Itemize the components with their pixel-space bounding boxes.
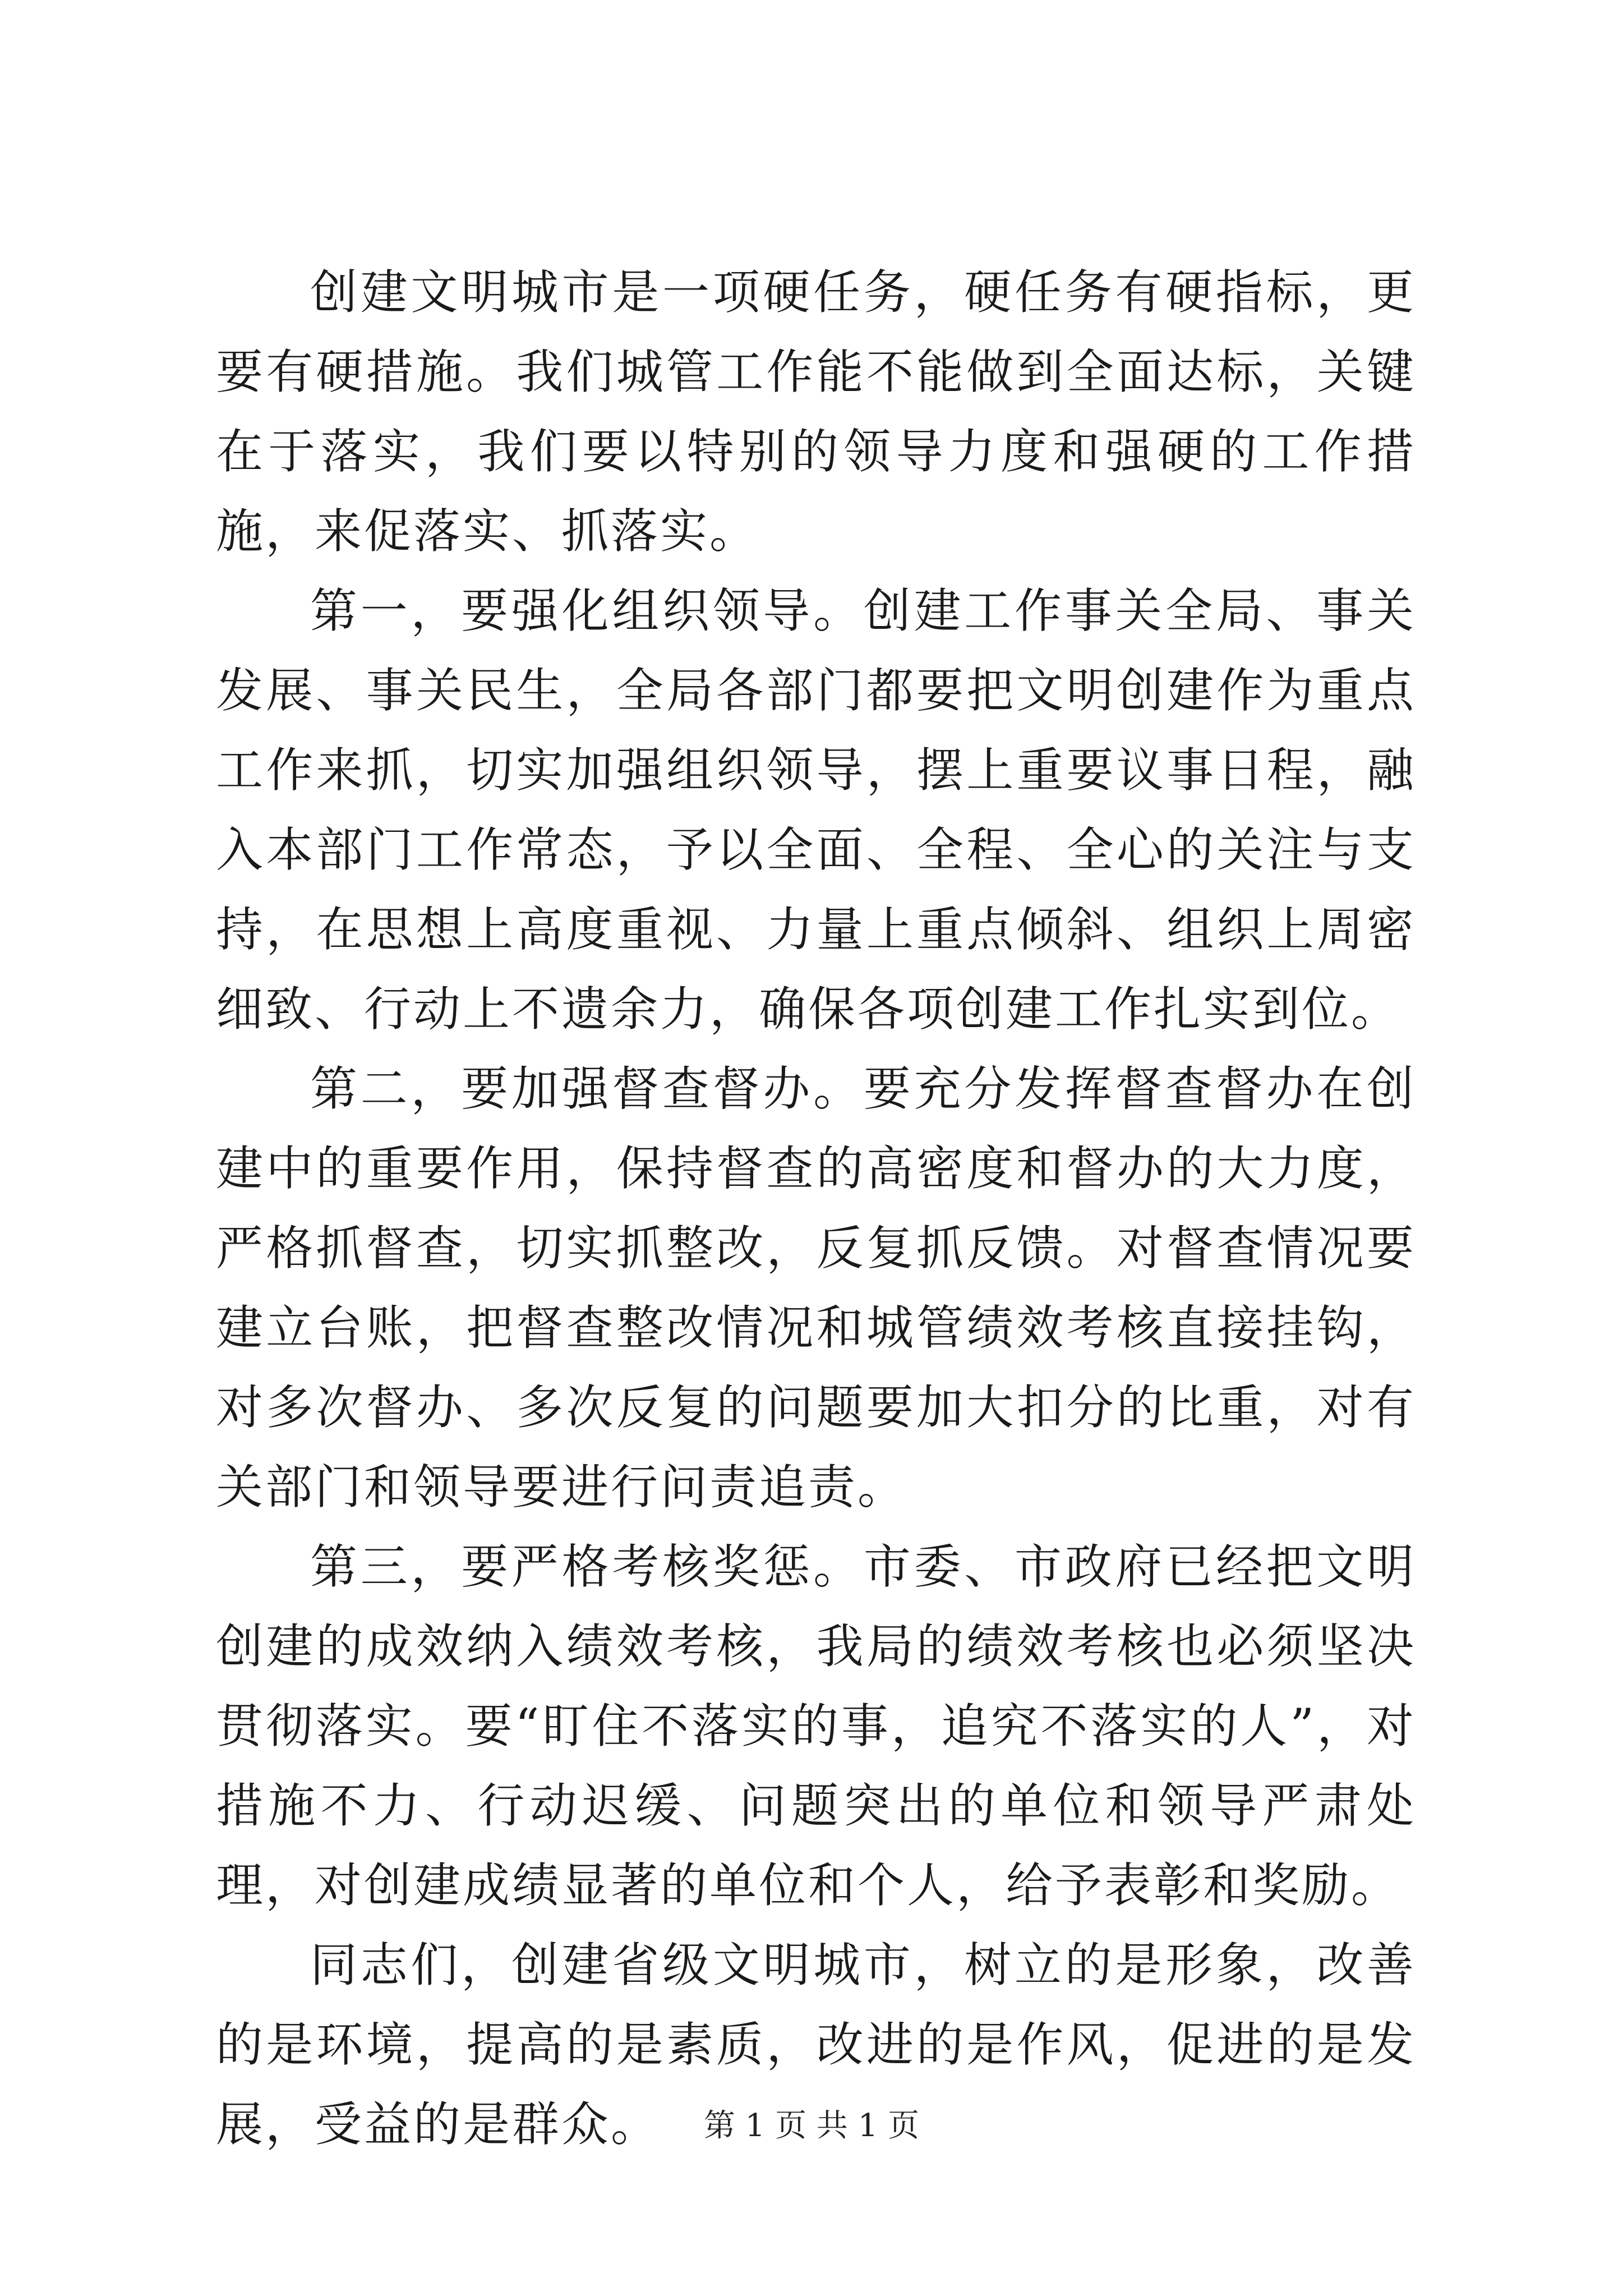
- paragraph-first-point: 第一，要强化组织领导。创建工作事关全局、事关发展、事关民生，全局各部门都要把文明创建作为重点工作来抓，切实加强组织领导，摆上重要议事日程，融入本部门工作常态，予以全面、全程、全心的关注与支持，在思想上高度重视、力量上重点倾斜、组织上周密细致、行动上不遗余力，确保各项创建工作扎实到位。: [216, 583, 1416, 1037]
- paragraph-closing: 同志们，创建省级文明城市，树立的是形象，改善的是环境，提高的是素质，改进的是作风，促进的是发展，受益的是群众。: [216, 1938, 1416, 2152]
- page-footer: 第 1 页 共 1 页: [703, 2108, 920, 2144]
- document-body: [216, 252, 1416, 2164]
- paragraph-third-point: 第三，要严格考核奖惩。市委、市政府已经把文明创建的成效纳入绩效考核，我局的绩效考核也必须坚决贯彻落实。要“盯住不落实的事，追究不落实的人”，对措施不力、行动迟缓、问题突出的单位和领导严肃处理，对创建成绩显著的单位和个人，给予表彰和奖励。: [216, 1539, 1416, 1913]
- paragraph-second-point: 第二，要加强督查督办。要充分发挥督查督办在创建中的重要作用，保持督查的高密度和督办的大力度，严格抓督查，切实抓整改，反复抓反馈。对督查情况要建立台账，把督查整改情况和城管绩效考核直接挂钩，对多次督办、多次反复的问题要加大扣分的比重，对有关部门和领导要进行问责追责。: [216, 1061, 1416, 1515]
- paragraph-intro: 创建文明城市是一项硬任务，硬任务有硬指标，更要有硬措施。我们城管工作能不能做到全面达标，关键在于落实，我们要以特别的领导力度和强硬的工作措施，来促落实、抓落实。: [216, 265, 1416, 559]
